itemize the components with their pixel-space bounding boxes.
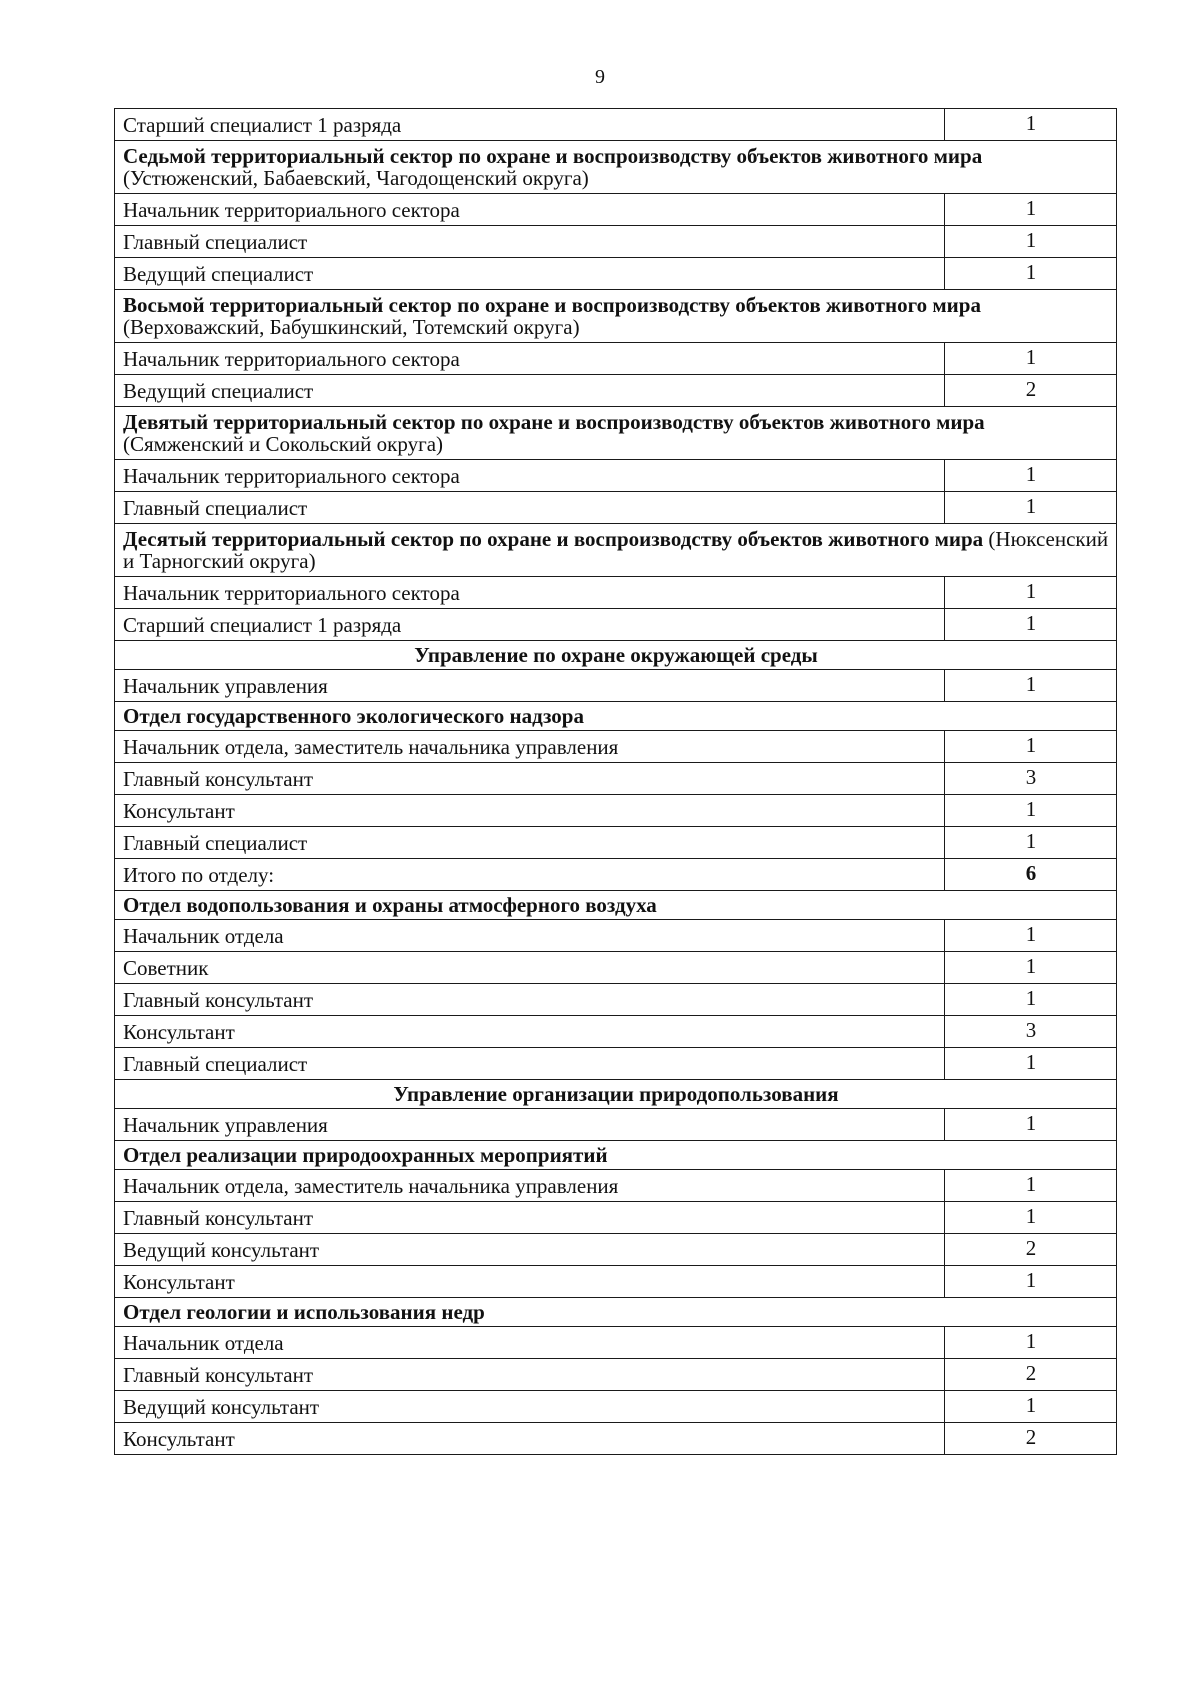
position-row <box>115 1327 1117 1359</box>
position-title: Главный консультант <box>115 1202 945 1234</box>
section-heading <box>115 407 1117 460</box>
position-row <box>115 827 1117 859</box>
position-row <box>115 1359 1117 1391</box>
staffing-table-body <box>115 109 1117 1455</box>
department-heading-bold: Отдел водопользования и охраны атмосферного воздуха <box>123 893 657 917</box>
total-row <box>115 859 1117 891</box>
department-heading-bold: Отдел реализации природоохранных мероприятий <box>123 1143 608 1167</box>
position-count: 1 <box>945 460 1117 492</box>
section-heading-districts: (Сямженский и Сокольский округа) <box>123 432 444 456</box>
position-title: Ведущий консультант <box>115 1391 945 1423</box>
position-count: 1 <box>945 226 1117 258</box>
department-heading-bold: Отдел государственного экологического надзора <box>123 704 584 728</box>
department-header-row <box>115 1298 1117 1327</box>
department-heading <box>115 1141 1117 1170</box>
position-row <box>115 460 1117 492</box>
position-row <box>115 194 1117 226</box>
position-row <box>115 577 1117 609</box>
position-row <box>115 1109 1117 1141</box>
section-header-row <box>115 407 1117 460</box>
department-header-row <box>115 891 1117 920</box>
position-title: Главный консультант <box>115 763 945 795</box>
position-title: Консультант <box>115 795 945 827</box>
position-title: Консультант <box>115 1423 945 1455</box>
position-title: Начальник отдела <box>115 1327 945 1359</box>
position-count: 1 <box>945 952 1117 984</box>
position-row <box>115 670 1117 702</box>
position-count: 1 <box>945 1048 1117 1080</box>
position-count: 1 <box>945 492 1117 524</box>
position-count: 1 <box>945 827 1117 859</box>
position-title: Ведущий специалист <box>115 258 945 290</box>
position-count: 3 <box>945 763 1117 795</box>
position-count: 2 <box>945 1234 1117 1266</box>
position-count: 3 <box>945 1016 1117 1048</box>
department-heading <box>115 891 1117 920</box>
department-header-row <box>115 702 1117 731</box>
position-row <box>115 1202 1117 1234</box>
directorate-header-row <box>115 641 1117 670</box>
position-count: 1 <box>945 609 1117 641</box>
position-title: Начальник отдела, заместитель начальника управления <box>115 1170 945 1202</box>
section-header-row <box>115 524 1117 577</box>
position-count: 1 <box>945 920 1117 952</box>
department-heading-bold: Отдел геологии и использования недр <box>123 1300 485 1324</box>
section-heading-bold: Восьмой территориальный сектор по охране и воспроизводству объектов животного мира <box>123 293 981 317</box>
position-title: Начальник управления <box>115 670 945 702</box>
position-row <box>115 1016 1117 1048</box>
department-heading <box>115 1298 1117 1327</box>
section-heading <box>115 141 1117 194</box>
position-row <box>115 492 1117 524</box>
section-header-row <box>115 290 1117 343</box>
position-row <box>115 1266 1117 1298</box>
section-heading <box>115 524 1117 577</box>
position-title: Советник <box>115 952 945 984</box>
position-row <box>115 109 1117 141</box>
position-row <box>115 763 1117 795</box>
directorate-heading <box>115 1080 1117 1109</box>
position-count: 1 <box>945 1327 1117 1359</box>
position-title: Главный специалист <box>115 226 945 258</box>
position-count: 1 <box>945 1109 1117 1141</box>
position-row <box>115 609 1117 641</box>
department-header-row <box>115 1141 1117 1170</box>
position-row <box>115 375 1117 407</box>
section-heading-districts: (Устюженский, Бабаевский, Чагодощенский округа) <box>123 166 589 190</box>
position-title: Главный консультант <box>115 984 945 1016</box>
position-count: 1 <box>945 258 1117 290</box>
position-row <box>115 258 1117 290</box>
position-row <box>115 1048 1117 1080</box>
position-count: 1 <box>945 109 1117 141</box>
position-row <box>115 952 1117 984</box>
position-row <box>115 1234 1117 1266</box>
position-title: Начальник отдела <box>115 920 945 952</box>
position-title: Консультант <box>115 1016 945 1048</box>
position-title: Главный консультант <box>115 1359 945 1391</box>
position-count: 1 <box>945 1202 1117 1234</box>
position-title: Старший специалист 1 разряда <box>115 609 945 641</box>
position-title: Начальник отдела, заместитель начальника управления <box>115 731 945 763</box>
directorate-header-row <box>115 1080 1117 1109</box>
position-title: Начальник управления <box>115 1109 945 1141</box>
department-heading <box>115 702 1117 731</box>
position-title: Начальник территориального сектора <box>115 577 945 609</box>
position-count: 1 <box>945 1170 1117 1202</box>
directorate-heading <box>115 641 1117 670</box>
directorate-heading-bold: Управление по охране окружающей среды <box>414 643 818 667</box>
position-count: 2 <box>945 1423 1117 1455</box>
section-heading-bold: Десятый территориальный сектор по охране и воспроизводству объектов животного мира <box>123 527 984 551</box>
position-count: 2 <box>945 375 1117 407</box>
page-number: 9 <box>595 66 605 88</box>
position-title: Ведущий специалист <box>115 375 945 407</box>
position-row <box>115 920 1117 952</box>
section-heading <box>115 290 1117 343</box>
position-row <box>115 731 1117 763</box>
total-label: Итого по отделу: <box>115 859 945 891</box>
position-title: Начальник территориального сектора <box>115 194 945 226</box>
position-row <box>115 1423 1117 1455</box>
position-row <box>115 1391 1117 1423</box>
position-count: 1 <box>945 1266 1117 1298</box>
staffing-table <box>114 108 1117 1455</box>
position-row <box>115 226 1117 258</box>
section-heading-bold: Девятый территориальный сектор по охране и воспроизводству объектов животного мира <box>123 410 985 434</box>
position-title: Ведущий консультант <box>115 1234 945 1266</box>
section-heading-bold: Седьмой территориальный сектор по охране и воспроизводству объектов животного мира <box>123 144 983 168</box>
position-row <box>115 795 1117 827</box>
position-row <box>115 343 1117 375</box>
position-count: 1 <box>945 194 1117 226</box>
position-count: 1 <box>945 795 1117 827</box>
section-header-row <box>115 141 1117 194</box>
position-count: 2 <box>945 1359 1117 1391</box>
position-title: Начальник территориального сектора <box>115 460 945 492</box>
position-title: Консультант <box>115 1266 945 1298</box>
section-heading-districts: (Нюксенский и Тарногский округа) <box>123 527 1109 573</box>
position-count: 1 <box>945 577 1117 609</box>
directorate-heading-bold: Управление организации природопользования <box>393 1082 839 1106</box>
position-count: 1 <box>945 984 1117 1016</box>
section-heading-districts: (Верховажский, Бабушкинский, Тотемский округа) <box>123 315 580 339</box>
position-title: Главный специалист <box>115 827 945 859</box>
total-count: 6 <box>945 859 1117 891</box>
position-row <box>115 984 1117 1016</box>
position-count: 1 <box>945 731 1117 763</box>
position-title: Главный специалист <box>115 492 945 524</box>
position-title: Главный специалист <box>115 1048 945 1080</box>
position-title: Начальник территориального сектора <box>115 343 945 375</box>
position-count: 1 <box>945 343 1117 375</box>
position-count: 1 <box>945 1391 1117 1423</box>
position-row <box>115 1170 1117 1202</box>
position-title: Старший специалист 1 разряда <box>115 109 945 141</box>
position-count: 1 <box>945 670 1117 702</box>
